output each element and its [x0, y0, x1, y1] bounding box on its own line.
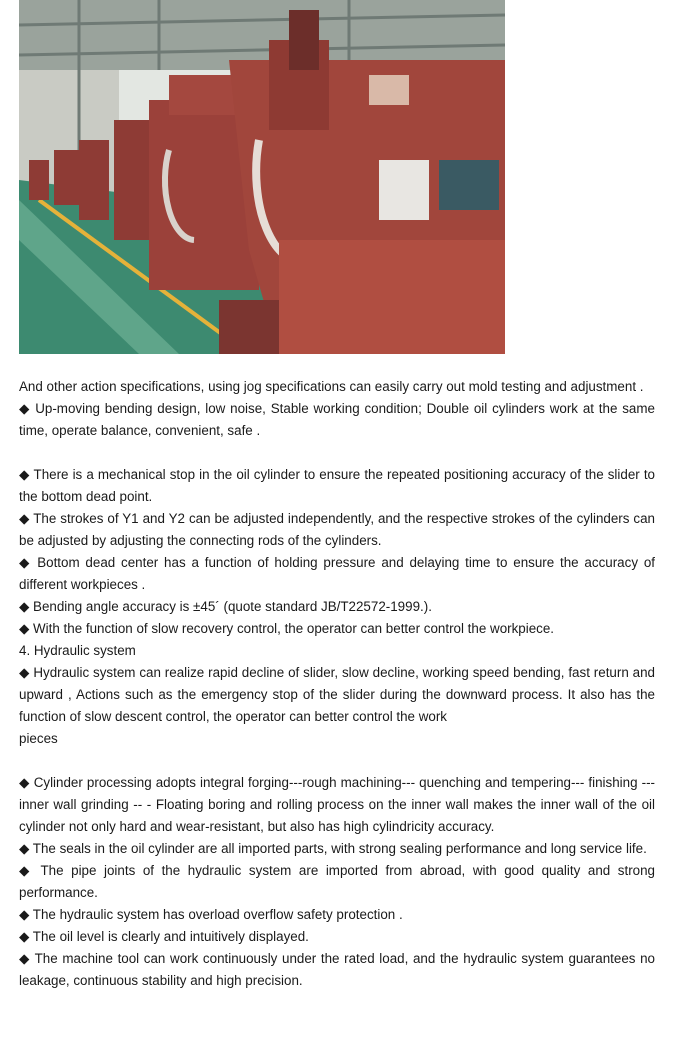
bullet-slow-recovery: ◆ With the function of slow recovery control, the operator can better control the workpiece.: [19, 621, 555, 636]
bullet-cylinder-processing: ◆ Cylinder processing adopts integral forging---rough machining--- quenching and tempering--- finishing --- inner wall grinding -- - Floating boring and rolling process on the inner wall makes the inner wall of the oil cylinder not only hard and wear-resistant, but also has high cylindricity accuracy.: [19, 775, 655, 834]
bullet-upmoving: ◆ Up-moving bending design, low noise, Stable working condition; Double oil cylinders work at the same time, operate balance, convenient, safe .: [19, 401, 655, 438]
bullet-hydraulic-decline: ◆ Hydraulic system can realize rapid decline of slider, slow decline, working speed bending, fast return and upward , Actions such as the emergency stop of the slider during the downward process. It also has the function of slow descent control, the operator can better control the work: [19, 665, 655, 724]
bullet-pipe-joints: ◆ The pipe joints of the hydraulic system are imported from abroad, with good quality and strong performance.: [19, 863, 655, 900]
bullet-overload: ◆ The hydraulic system has overload overflow safety protection .: [19, 907, 403, 922]
bullet-continuous-work: ◆ The machine tool can work continuously under the rated load, and the hydraulic system guarantees no leakage, continuous stability and high precision.: [19, 951, 655, 988]
factory-press-brake-photo: [19, 0, 505, 354]
paragraph-intro: And other action specifications, using jog specifications can easily carry out mold testing and adjustment .: [19, 379, 644, 394]
spacer: [19, 442, 655, 464]
bullet-mechanical-stop: ◆ There is a mechanical stop in the oil cylinder to ensure the repeated positioning accuracy of the slider to the bottom dead point.: [19, 467, 655, 504]
paragraph-pieces: pieces: [19, 731, 58, 746]
spacer: [19, 750, 655, 772]
bullet-oil-level: ◆ The oil level is clearly and intuitively displayed.: [19, 929, 309, 944]
bullet-seals: ◆ The seals in the oil cylinder are all imported parts, with strong sealing performance and long service life.: [19, 841, 647, 856]
section-heading-hydraulic: 4. Hydraulic system: [19, 643, 136, 658]
bullet-bending-angle: ◆ Bending angle accuracy is ±45´ (quote standard JB/T22572-1999.).: [19, 599, 432, 614]
bullet-bottom-dead-center: ◆ Bottom dead center has a function of holding pressure and delaying time to ensure the accuracy of different workpieces .: [19, 555, 655, 592]
bullet-strokes: ◆ The strokes of Y1 and Y2 can be adjusted independently, and the respective strokes of the cylinders can be adjusted by adjusting the connecting rods of the cylinders.: [19, 511, 655, 548]
spec-text-body: [19, 376, 655, 992]
